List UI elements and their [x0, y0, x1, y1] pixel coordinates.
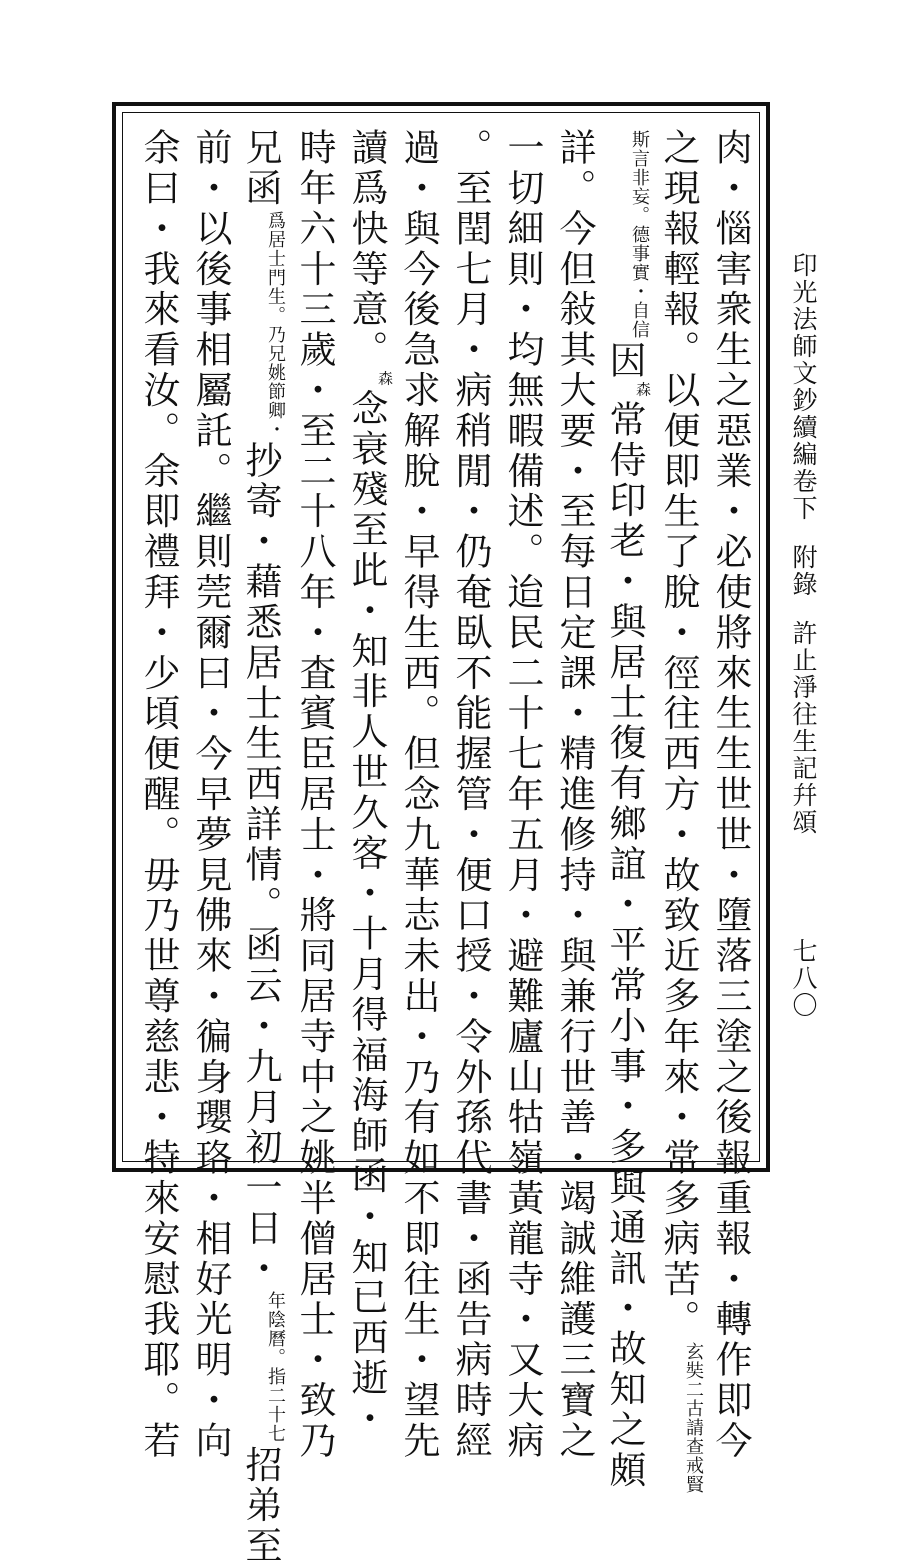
- text-column-6: [444, 128, 496, 1462]
- book-title: 印光法師文鈔續編卷下: [789, 252, 818, 522]
- column-text: 念衰殘至此・知非人世久客・十月得福海師函・知已西逝・: [345, 388, 388, 1440]
- text-column-8: [340, 128, 394, 1440]
- running-header: [778, 252, 828, 1012]
- page-number: 七八〇: [789, 938, 818, 1019]
- column-text: 之現報輕報。以便即生了脫・徑往西方・故致近多年來・常多病苦。: [657, 128, 700, 1340]
- text-column-5: [496, 128, 548, 1462]
- text-column-12: [132, 128, 184, 1462]
- editor-mark: 森: [634, 381, 652, 400]
- column-text: 抄寄・藉悉居士生西詳情。函云・九月初一日・: [239, 440, 282, 1290]
- column-text: 讀爲快等意。: [345, 128, 388, 371]
- article-title: 許止淨往生記幷頌: [789, 620, 818, 836]
- interlinear-note: [682, 1342, 704, 1494]
- column-text: 前・以後事相屬託。繼則莞爾曰・今早夢見佛來・徧身瓔珞・相好光明・向: [189, 128, 232, 1462]
- interlinear-note: [628, 130, 650, 339]
- text-column-7: [392, 128, 444, 1462]
- column-text: 肉・惱害衆生之惡業・必使將來生生世世・墮落三塗之後報重報・轉作即今: [709, 128, 752, 1462]
- column-text: 詳。今但敍其大要・至每日定課・精進修持・與兼行世善・竭誠維護三寶之: [553, 128, 596, 1462]
- column-text: 常侍印老・與居士復有鄉誼・平常小事・多與通訊・故知之頗: [603, 399, 646, 1491]
- interlinear-note: [264, 211, 286, 439]
- column-text: 一切細則・均無暇備述。迨民二十七年五月・避難廬山牯嶺黃龍寺・又大病: [501, 128, 544, 1462]
- text-column-2: [652, 128, 704, 1494]
- text-column-11: [184, 128, 236, 1462]
- column-text: 余曰・我來看汝。余即禮拜・少頃便醒。毋乃世尊慈悲・特來安慰我耶。若: [137, 128, 180, 1462]
- text-column-3: [598, 128, 652, 1491]
- text-column-1: [704, 128, 756, 1462]
- editor-mark: 森: [376, 370, 394, 389]
- column-text: 時年六十三歲・至二十八年・査賓臣居士・將同居寺中之姚半僧居士・致乃: [293, 128, 336, 1462]
- note-line: 請查戒賢: [683, 1418, 704, 1494]
- note-line: 乃兄姚節卿・: [265, 324, 286, 439]
- column-text: 招弟至: [239, 1445, 282, 1566]
- note-line: 爲居士門生。: [265, 210, 286, 325]
- note-line: 指二十七: [265, 1367, 286, 1444]
- note-line: 德事實・自信: [629, 225, 650, 339]
- text-column-9: [288, 128, 340, 1462]
- note-line: 玄奘二古: [683, 1342, 704, 1418]
- note-line: 年陰曆。: [265, 1291, 286, 1368]
- column-text: 。至閏七月・病稍閒・仍奄臥不能握管・便口授・令外孫代書・函告病時經: [449, 128, 492, 1462]
- column-text: 兄函: [239, 128, 282, 209]
- interlinear-note: [264, 1291, 286, 1443]
- section-label: 附錄: [789, 544, 818, 598]
- column-text: 過・與今後急求解脫・早得生西。但念九華志未出・乃有如不即往生・望先: [397, 128, 440, 1462]
- column-text: 因: [603, 341, 646, 382]
- note-line: 斯言非妄。: [629, 130, 650, 225]
- text-column-4: [548, 128, 600, 1462]
- text-column-10: [234, 128, 286, 1566]
